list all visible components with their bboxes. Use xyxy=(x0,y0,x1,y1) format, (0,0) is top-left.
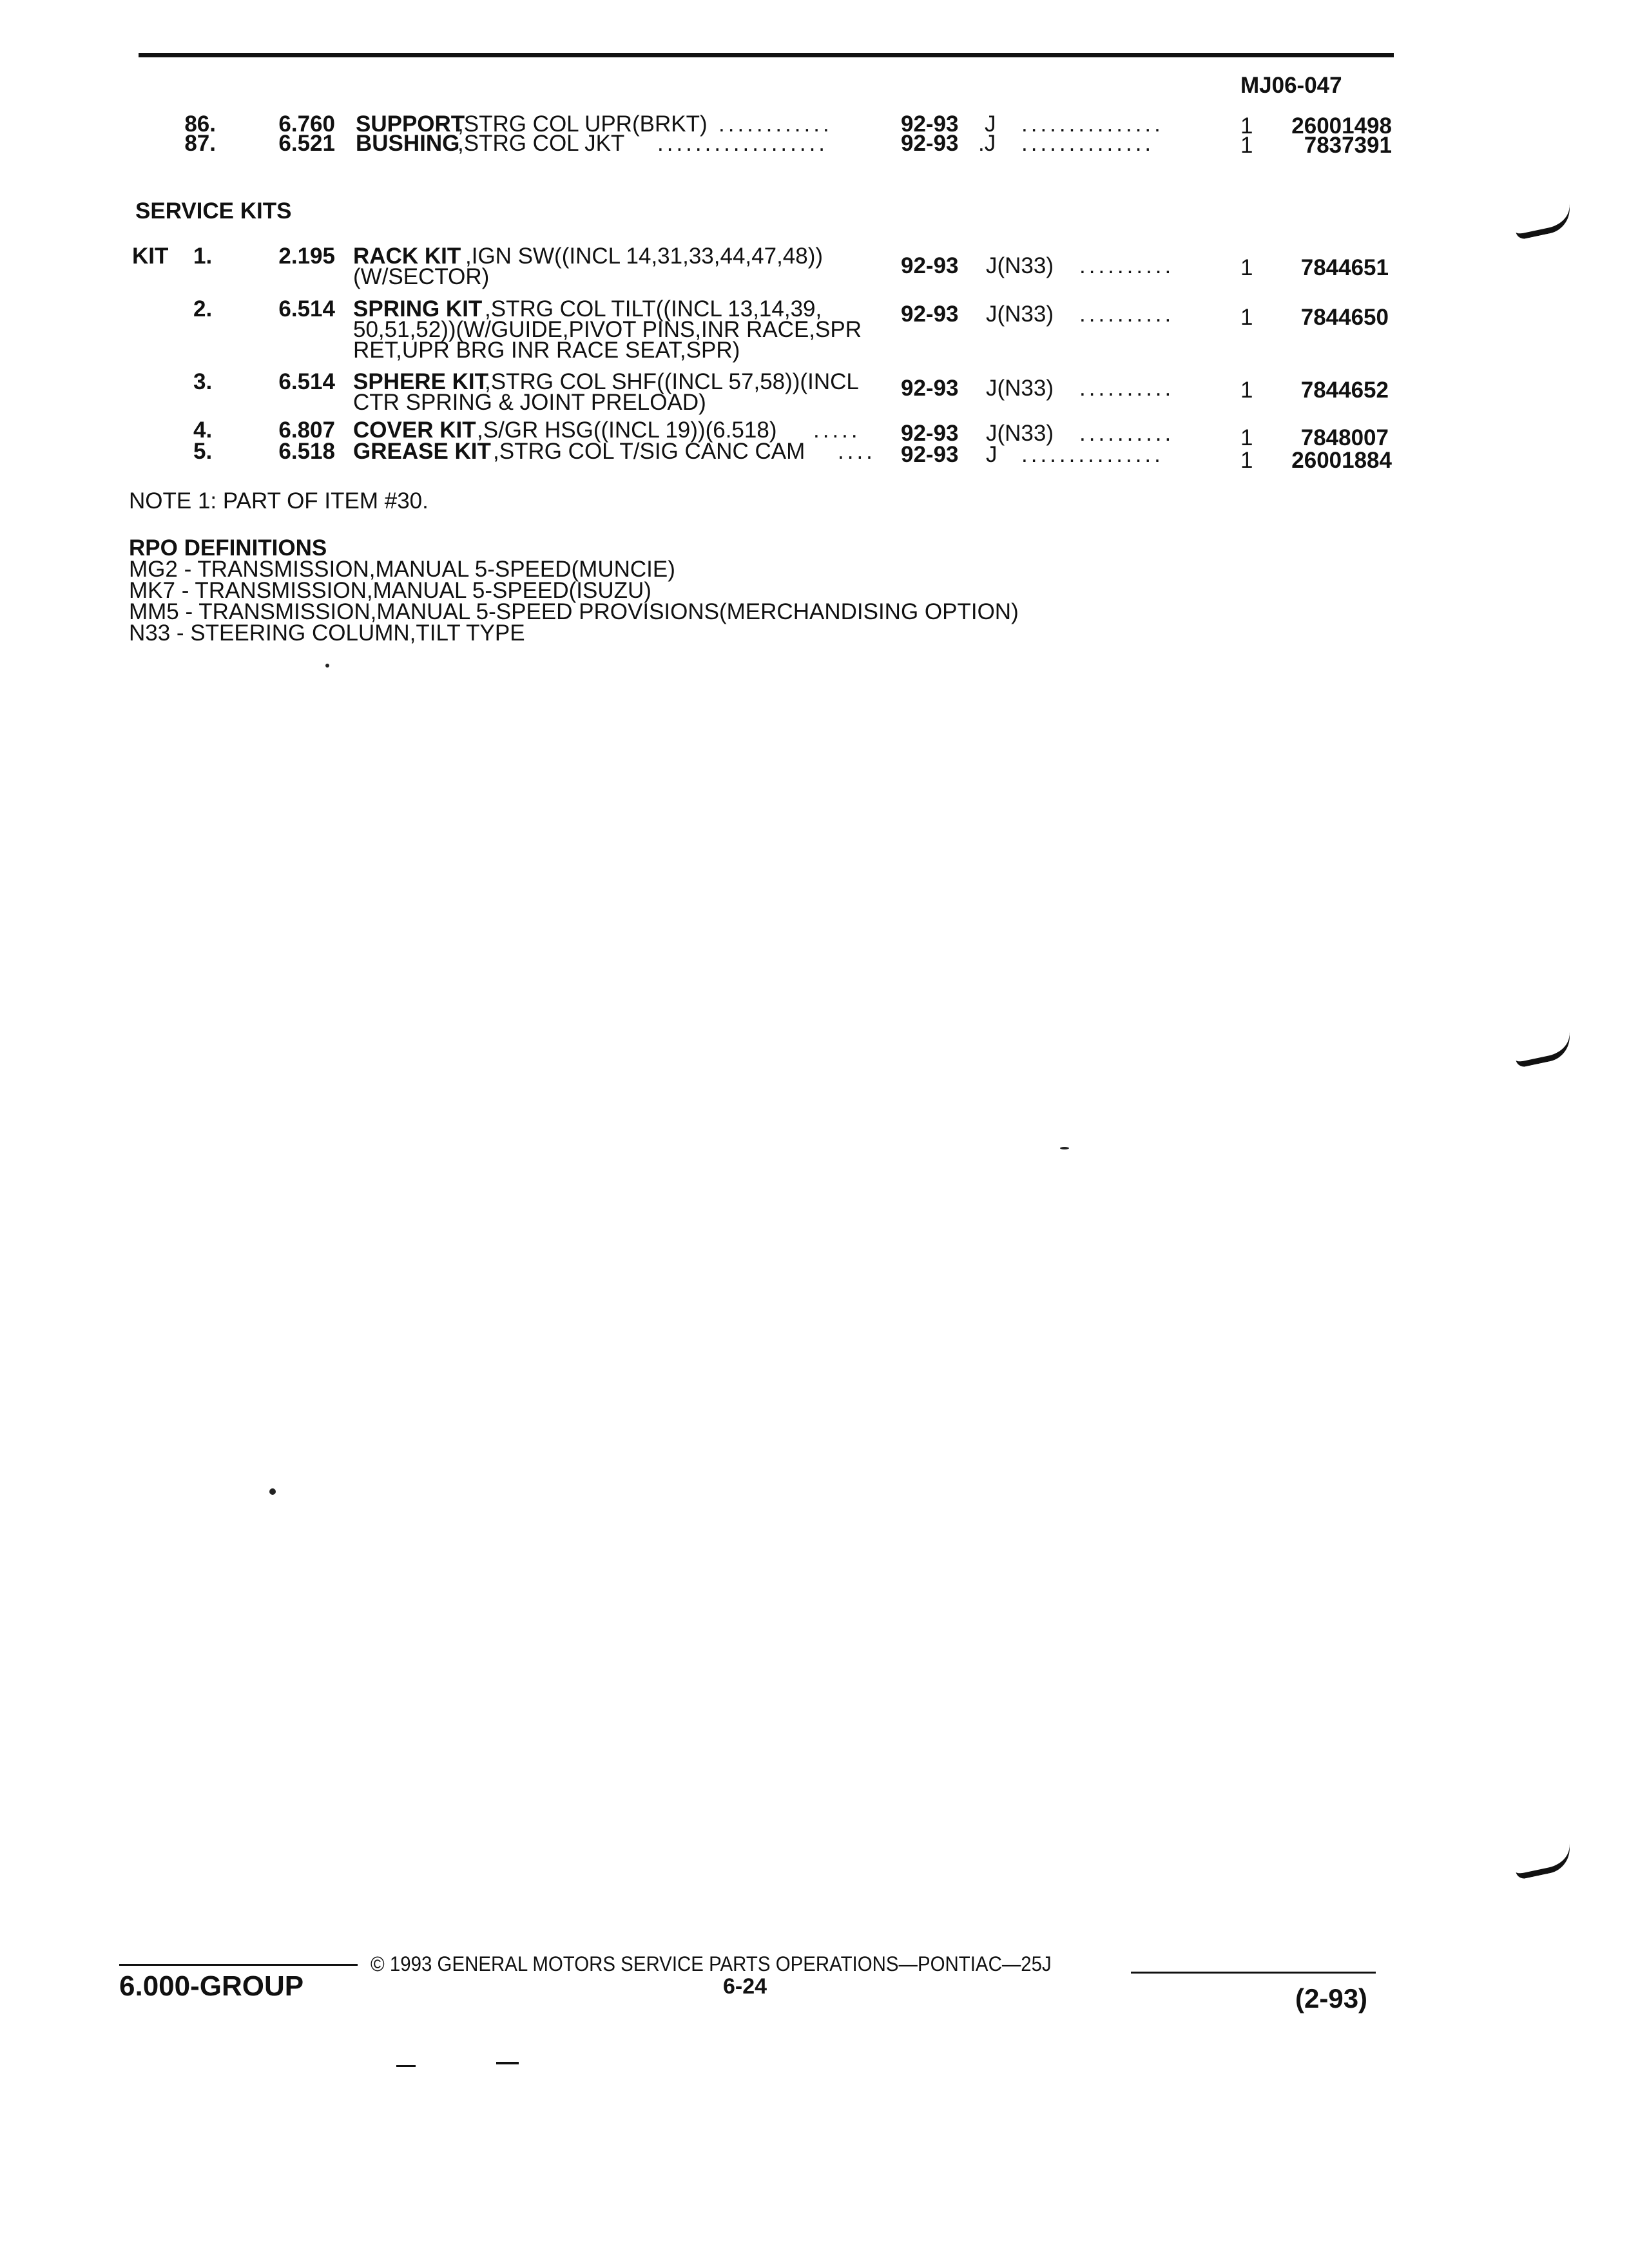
scan-dash xyxy=(496,2062,519,2064)
item-leader: .............. xyxy=(1021,131,1155,156)
item-years: 92-93 xyxy=(901,111,959,137)
kit-ref: 6.514 xyxy=(278,296,335,322)
kit-years: 92-93 xyxy=(901,421,959,446)
kit-ref: 6.518 xyxy=(278,439,335,464)
item-leader: .................. xyxy=(657,131,829,156)
item-number: 87. xyxy=(184,131,216,156)
rpo-line: N33 - STEERING COLUMN,TILT TYPE xyxy=(129,620,525,646)
kit-number: 1. xyxy=(193,244,213,269)
item-code: .J xyxy=(978,131,996,156)
kit-code: J xyxy=(986,442,998,467)
rpo-line: MM5 - TRANSMISSION,MANUAL 5-SPEED PROVISIONS(MERCHANDISING OPTION) xyxy=(129,599,1019,624)
kit-qty: 1 xyxy=(1240,305,1253,330)
scan-speck xyxy=(1060,1147,1069,1149)
kit-part-number: 26001884 xyxy=(1291,448,1392,473)
kit-part-number: 7844652 xyxy=(1300,378,1389,403)
scan-speck xyxy=(269,1488,276,1495)
scan-dash xyxy=(396,2065,416,2067)
kit-years: 92-93 xyxy=(901,376,959,401)
kit-leader: ............... xyxy=(1021,442,1164,467)
item-desc: ,STRG COL UPR(BRKT) xyxy=(458,111,708,137)
kit-code: J(N33) xyxy=(986,253,1054,278)
kit-desc: ,STRG COL TILT((INCL 13,14,39, xyxy=(485,296,822,322)
footer-rule-left xyxy=(119,1964,358,1966)
note: NOTE 1: PART OF ITEM #30. xyxy=(129,488,429,514)
footer-copyright: © 1993 GENERAL MOTORS SERVICE PARTS OPERATIONS—PONTIAC—25J xyxy=(371,1952,1052,1975)
item-qty: 1 xyxy=(1240,133,1253,158)
item-ref: 6.760 xyxy=(278,111,335,137)
footer-rule-right xyxy=(1131,1972,1376,1974)
kit-desc: ,IGN SW((INCL 14,31,33,44,47,48)) xyxy=(465,244,824,269)
kit-desc-cont: 50,51,52))(W/GUIDE,PIVOT PINS,INR RACE,SPR xyxy=(353,317,862,342)
kit-number: 4. xyxy=(193,418,213,443)
kit-name: COVER KIT xyxy=(353,418,476,443)
item-years: 92-93 xyxy=(901,131,959,156)
kit-name: SPRING KIT xyxy=(353,296,483,322)
rpo-line: MK7 - TRANSMISSION,MANUAL 5-SPEED(ISUZU) xyxy=(129,578,651,603)
kit-leader: .......... xyxy=(1079,253,1175,278)
scan-speck xyxy=(325,664,329,668)
binder-hole-mark xyxy=(1512,1843,1574,1880)
kit-ref: 6.807 xyxy=(278,418,335,443)
kit-leader: .... xyxy=(838,439,876,464)
kit-label: KIT xyxy=(132,244,169,269)
kit-code: J(N33) xyxy=(986,302,1054,327)
kit-qty: 1 xyxy=(1240,425,1253,450)
kit-code: J(N33) xyxy=(986,421,1054,446)
footer-page-number: 6-24 xyxy=(723,1974,767,1999)
rpo-heading: RPO DEFINITIONS xyxy=(129,535,327,561)
kit-code: J(N33) xyxy=(986,376,1054,401)
kit-desc-cont: CTR SPRING & JOINT PRELOAD) xyxy=(353,390,706,415)
kit-leader: .......... xyxy=(1079,302,1175,327)
kit-ref: 6.514 xyxy=(278,369,335,394)
kit-desc-cont: (W/SECTOR) xyxy=(353,264,490,289)
kit-years: 92-93 xyxy=(901,442,959,467)
item-number: 86. xyxy=(184,111,216,137)
kit-qty: 1 xyxy=(1240,378,1253,403)
item-name: SUPPORT xyxy=(356,111,465,137)
binder-hole-mark xyxy=(1512,204,1574,240)
item-leader: ............ xyxy=(718,111,833,137)
item-desc: ,STRG COL JKT xyxy=(458,131,625,156)
kit-leader: .......... xyxy=(1079,421,1175,446)
item-name: BUSHING xyxy=(356,131,460,156)
rpo-line: MG2 - TRANSMISSION,MANUAL 5-SPEED(MUNCIE) xyxy=(129,557,675,582)
kit-number: 2. xyxy=(193,296,213,322)
item-qty: 1 xyxy=(1240,113,1253,139)
kit-part-number: 7848007 xyxy=(1300,425,1389,450)
kit-part-number: 7844651 xyxy=(1300,255,1389,280)
kit-leader: ..... xyxy=(813,418,861,443)
kit-number: 5. xyxy=(193,439,213,464)
footer-group: 6.000-GROUP xyxy=(119,1970,304,2002)
kit-leader: .......... xyxy=(1079,376,1175,401)
top-rule xyxy=(139,53,1394,57)
kit-part-number: 7844650 xyxy=(1300,305,1389,330)
item-ref: 6.521 xyxy=(278,131,335,156)
kit-years: 92-93 xyxy=(901,302,959,327)
kit-number: 3. xyxy=(193,369,213,394)
kit-qty: 1 xyxy=(1240,255,1253,280)
item-part-number: 26001498 xyxy=(1291,113,1392,139)
kit-ref: 2.195 xyxy=(278,244,335,269)
kit-name: RACK KIT xyxy=(353,244,461,269)
section-heading: SERVICE KITS xyxy=(135,198,292,224)
kit-desc: ,S/GR HSG((INCL 19))(6.518) xyxy=(477,418,777,443)
kit-name: SPHERE KIT xyxy=(353,369,489,394)
kit-desc-cont: RET,UPR BRG INR RACE SEAT,SPR) xyxy=(353,338,740,363)
kit-desc: ,STRG COL T/SIG CANC CAM xyxy=(493,439,805,464)
footer-date: (2-93) xyxy=(1295,1983,1368,2013)
kit-qty: 1 xyxy=(1240,448,1253,473)
kit-name: GREASE KIT xyxy=(353,439,491,464)
binder-hole-mark xyxy=(1512,1032,1574,1068)
kit-desc: ,STRG COL SHF((INCL 57,58))(INCL xyxy=(485,369,859,394)
item-leader: ............... xyxy=(1021,111,1164,137)
doc-code: MJ06-047 xyxy=(1240,73,1342,98)
item-part-number: 7837391 xyxy=(1304,133,1392,158)
kit-years: 92-93 xyxy=(901,253,959,278)
item-code: J xyxy=(985,111,996,137)
